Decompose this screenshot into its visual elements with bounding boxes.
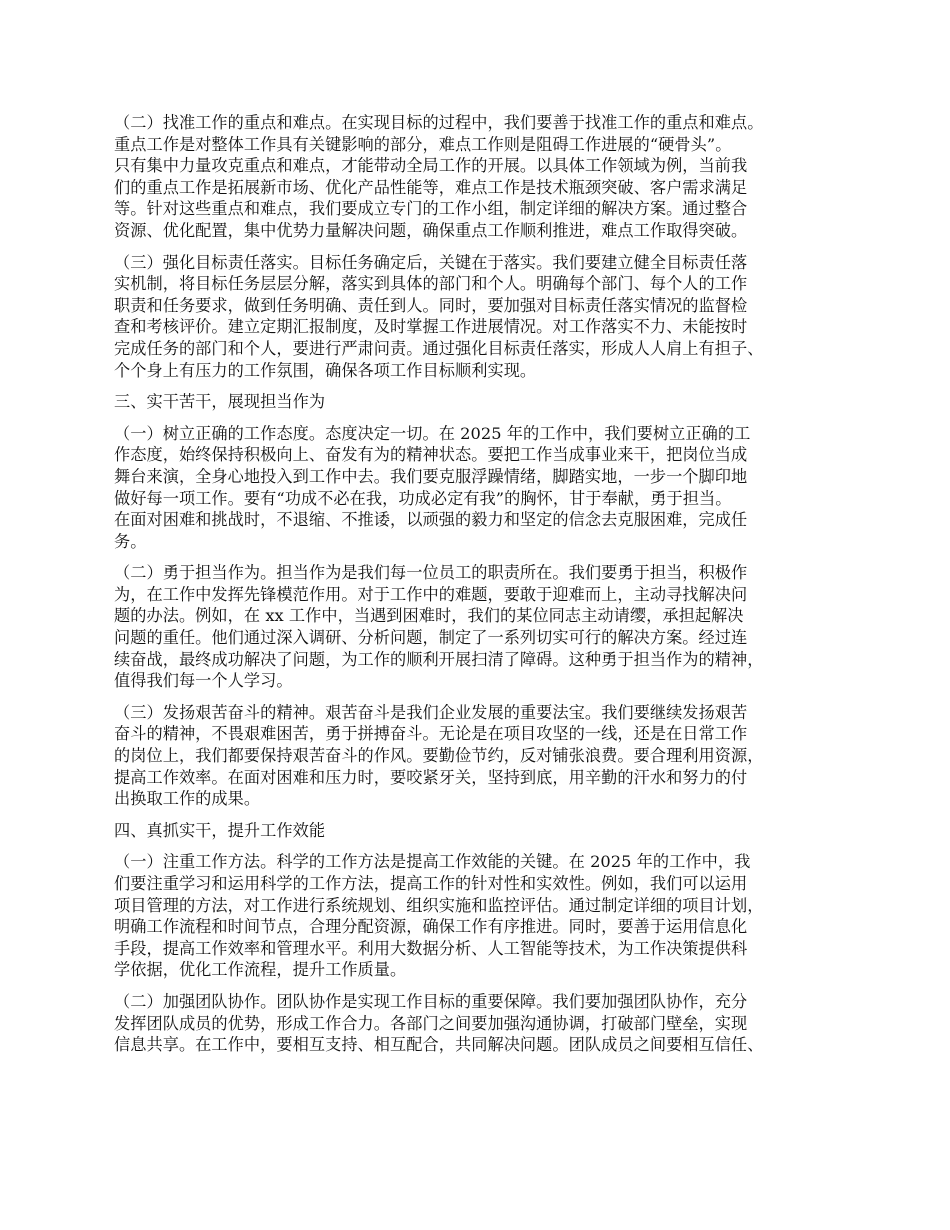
text-line: 的岗位上，我们都要保持艰苦奋斗的作风。要勤俭节约，反对铺张浪费。要合理利用资源， (114, 746, 764, 766)
text-line: （二）加强团队协作。团队协作是实现工作目标的重要保障。我们要加强团队协作，充分 (114, 991, 748, 1011)
text-line: 职责和任务要求，做到任务明确、责任到人。同时，要加强对目标责任落实情况的监督检 (114, 295, 748, 315)
text-line: 舞台来演，全身心地投入到工作中去。我们要克服浮躁情绪，脚踏实地，一步一个脚印地 (114, 466, 748, 486)
text-line: 只有集中力量攻克重点和难点，才能带动全局工作的开展。以具体工作领域为例，当前我 (114, 156, 748, 176)
text-line: 问题的重任。他们通过深入调研、分析问题，制定了一系列切实可行的解决方案。经过连 (114, 628, 748, 648)
text-line: （一）注重工作方法。科学的工作方法是提高工作效能的关键。在 2025 年的工作中，我 (114, 852, 751, 872)
text-line: 实机制，将目标任务层层分解，落实到具体的部门和个人。明确每个部门、每个人的工作 (114, 274, 748, 294)
text-line: 们要注重学习和运用科学的工作方法，提高工作的针对性和实效性。例如，我们可以运用 (114, 874, 748, 893)
paragraph-responsibility-implementation (114, 252, 854, 382)
section-heading-4 (114, 820, 854, 842)
text-line: 个个身上有压力的工作氛围，确保各项工作目标顺利实现。 (114, 360, 537, 380)
text-line: 等。针对这些重点和难点，我们要成立专门的工作小组，制定详细的解决方案。通过整合 (114, 199, 748, 219)
text-line: （三）强化目标责任落实。目标任务确定后，关键在于落实。我们要建立健全目标责任落 (114, 252, 748, 272)
text-line: 为，在工作中发挥先锋模范作用。对于工作中的难题，要敢于迎难而上，主动寻找解决问 (114, 584, 748, 604)
text-line: （三）发扬艰苦奋斗的精神。艰苦奋斗是我们企业发展的重要法宝。我们要继续发扬艰苦 (114, 702, 748, 722)
text-line: 务。 (114, 531, 147, 551)
text-line: （二）找准工作的重点和难点。在实现目标的过程中，我们要善于找准工作的重点和难点。 (114, 113, 764, 132)
paragraph-work-attitude (114, 423, 854, 553)
text-line: 明确工作流程和时间节点，合理分配资源，确保工作有序推进。同时，要善于运用信息化 (114, 917, 748, 937)
text-line: 完成任务的部门和个人，要进行严肃问责。通过强化目标责任落实，形成人人肩上有担子、 (114, 338, 764, 358)
text-line: 资源、优化配置，集中优势力量解决问题，确保重点工作顺利推进，难点工作取得突破。 (114, 220, 748, 240)
paragraph-work-methods (114, 851, 854, 981)
text-line: 值得我们每一个人学习。 (114, 671, 293, 691)
text-line: 出换取工作的成果。 (114, 789, 261, 809)
text-line: 作态度，始终保持积极向上、奋发有为的精神状态。要把工作当成事业来干，把岗位当成 (114, 445, 748, 465)
text-line: 发挥团队成员的优势，形成工作合力。各部门之间要加强沟通协调，打破部门壁垒，实现 (114, 1013, 748, 1033)
text-line: 提高工作效率。在面对困难和压力时，要咬紧牙关，坚持到底，用辛勤的汗水和努力的付 (114, 767, 748, 787)
text-line: 奋斗的精神，不畏艰难困苦，勇于拼搏奋斗。无论是在项目攻坚的一线，还是在日常工作 (114, 724, 748, 744)
paragraph-hard-work-spirit (114, 702, 854, 810)
text-line: （一）树立正确的工作态度。态度决定一切。在 2025 年的工作中，我们要树立正确的工 (114, 423, 751, 443)
text-line: 重点工作是对整体工作具有关键影响的部分，难点工作则是阻碍工作进展的“硬骨头”。 (114, 134, 732, 154)
text-line: 们的重点工作是拓展新市场、优化产品性能等，难点工作是技术瓶颈突破、客户需求满足 (114, 177, 748, 197)
paragraph-take-responsibility (114, 562, 854, 692)
paragraph-focus-key-difficult-points (114, 112, 854, 242)
text-line: 在面对困难和挑战时，不退缩、不推诿，以顽强的毅力和坚定的信念去克服困难，完成任 (114, 510, 748, 530)
text-line: 信息共享。在工作中，要相互支持、相互配合，共同解决问题。团队成员之间要相互信任、 (114, 1035, 764, 1055)
text-line: 学依据，优化工作流程，提升工作质量。 (114, 960, 407, 980)
text-line: 手段，提高工作效率和管理水平。利用大数据分析、人工智能等技术，为工作决策提供科 (114, 938, 748, 958)
section-heading-text: 三、实干苦干，展现担当作为 (114, 392, 326, 412)
text-line: （二）勇于担当作为。担当作为是我们每一位员工的职责所在。我们要勇于担当，积极作 (114, 563, 748, 583)
document-page (114, 112, 854, 1066)
text-line: 项目管理的方法，对工作进行系统规划、组织实施和监控评估。通过制定详细的项目计划， (114, 895, 764, 915)
paragraph-team-collaboration (114, 991, 854, 1056)
text-line: 题的办法。例如，在 xx 工作中，当遇到困难时，我们的某位同志主动请缨，承担起解决 (114, 606, 744, 626)
text-line: 续奋战，最终成功解决了问题，为工作的顺利开展扫清了障碍。这种勇于担当作为的精神， (114, 649, 764, 669)
text-line: 做好每一项工作。要有“功成不必在我，功成必定有我”的胸怀，甘于奉献，勇于担当。 (114, 488, 732, 508)
section-heading-3 (114, 391, 854, 413)
text-line: 查和考核评价。建立定期汇报制度，及时掌握工作进展情况。对工作落实不力、未能按时 (114, 317, 748, 337)
section-heading-text: 四、真抓实干，提升工作效能 (114, 820, 326, 840)
